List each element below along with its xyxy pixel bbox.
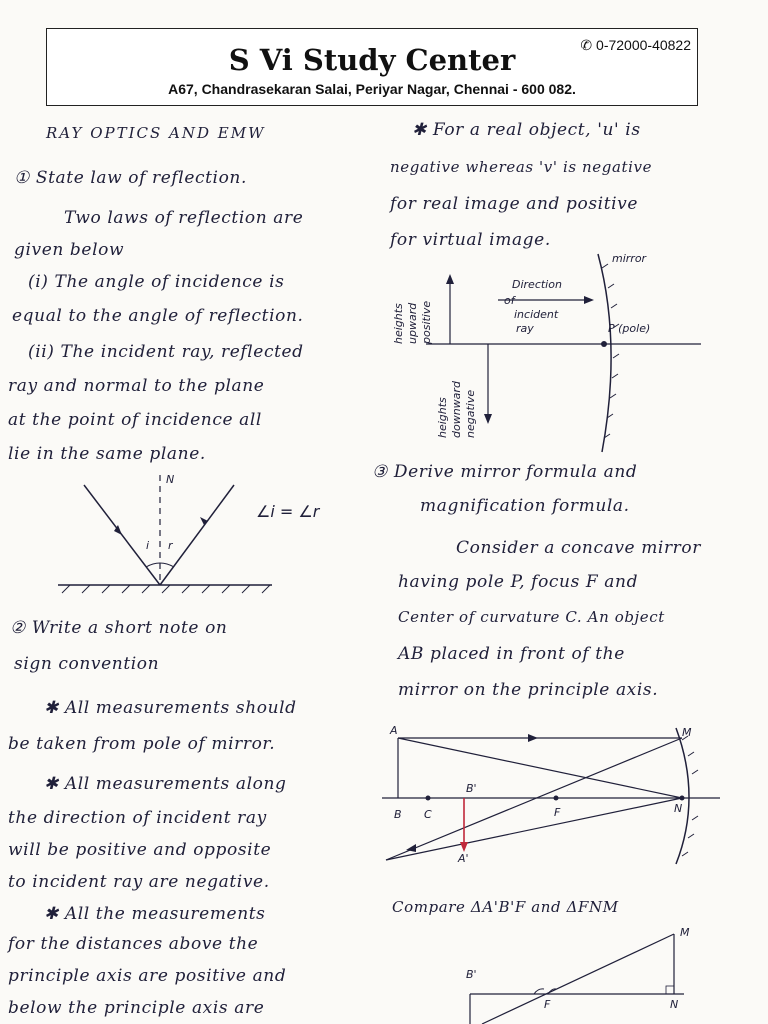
- point-b-label: B: [394, 808, 402, 821]
- direction-label: ray: [516, 322, 534, 335]
- chapter-title: RAY OPTICS AND EMW: [46, 124, 266, 142]
- point-c-label: C: [424, 808, 432, 821]
- tri-b-prime-label: B': [466, 968, 477, 981]
- downward-heights-label: negative: [464, 389, 477, 438]
- tri-n-label: N: [670, 998, 679, 1011]
- derivation-line: Consider a concave mirror: [456, 538, 701, 558]
- derivation-line: Center of curvature C. An object: [398, 608, 665, 626]
- angle-equation: ∠i = ∠r: [256, 502, 320, 521]
- real-object-rule: for real image and positive: [390, 194, 639, 214]
- similar-triangles-diagram: [460, 926, 700, 1024]
- address: A67, Chandrasekaran Salai, Periyar Nagar, Chennai - 600 082.: [168, 81, 576, 97]
- mirror-ray-diagram: [376, 720, 726, 870]
- question-3-cont: magnification formula.: [420, 496, 630, 516]
- point-f-label: F: [554, 806, 561, 819]
- upward-heights-label: positive: [420, 300, 433, 344]
- sign-convention-diagram: [386, 248, 716, 458]
- compare-triangles: Compare ΔA'B'F and ΔFNM: [392, 898, 619, 916]
- point-n-label: N: [674, 802, 683, 815]
- answer-line: (i) The angle of incidence is: [28, 272, 285, 292]
- point-b-prime-label: B': [466, 782, 477, 795]
- tri-m-label: M: [680, 926, 690, 939]
- real-object-rule: ✱ For a real object, 'u' is: [412, 120, 641, 140]
- answer-line: lie in the same plane.: [8, 444, 206, 464]
- point-a-label: A: [390, 724, 398, 737]
- derivation-line: AB placed in front of the: [398, 644, 625, 664]
- derivation-line: mirror on the principle axis.: [398, 680, 659, 700]
- mirror-label: mirror: [612, 252, 647, 265]
- derivation-line: having pole P, focus F and: [398, 572, 639, 592]
- sign-rule-line: to incident ray are negative.: [8, 872, 270, 892]
- upward-heights-label: heights: [392, 303, 405, 344]
- sign-rule-line: be taken from pole of mirror.: [8, 734, 276, 754]
- question-3: ③ Derive mirror formula and: [372, 462, 638, 482]
- answer-line: given below: [14, 240, 125, 260]
- direction-label: of: [504, 294, 515, 307]
- question-2: ② Write a short note on: [10, 618, 228, 638]
- sign-rule-line: ✱ All measurements should: [44, 698, 297, 718]
- answer-line: ray and normal to the plane: [8, 376, 265, 396]
- direction-label: incident: [514, 308, 559, 321]
- normal-label: N: [166, 473, 175, 486]
- sign-rule-line: for the distances above the: [8, 934, 259, 954]
- sign-rule-line: ✱ All measurements along: [44, 774, 287, 794]
- tri-f-label: F: [544, 998, 551, 1011]
- pole-label: P (pole): [608, 322, 651, 335]
- downward-heights-label: heights: [436, 397, 449, 438]
- sign-rule-line: will be positive and opposite: [8, 840, 272, 860]
- point-m-label: M: [682, 726, 692, 739]
- question-1: ① State law of reflection.: [14, 168, 247, 188]
- answer-line: Two laws of reflection are: [64, 208, 304, 228]
- angle-r-label: r: [168, 539, 173, 552]
- sign-rule-line: ✱ All the measurements: [44, 904, 266, 924]
- point-a-prime-label: A': [458, 852, 469, 865]
- answer-line: equal to the angle of reflection.: [12, 306, 304, 326]
- sign-rule-line: principle axis are positive and: [8, 966, 287, 986]
- center-name: S Vi Study Center: [228, 43, 516, 77]
- sign-rule-line: below the principle axis are: [8, 998, 265, 1018]
- downward-heights-label: downward: [450, 381, 463, 438]
- upward-heights-label: upward: [406, 302, 419, 344]
- angle-i-label: i: [146, 539, 150, 552]
- real-object-rule: negative whereas 'v' is negative: [390, 158, 653, 176]
- direction-label: Direction: [512, 278, 562, 291]
- answer-line: (ii) The incident ray, reflected: [28, 342, 304, 362]
- question-2-cont: sign convention: [14, 654, 160, 674]
- phone-number: ✆ 0-72000-40822: [580, 37, 691, 53]
- header-box: [46, 28, 698, 106]
- answer-line: at the point of incidence all: [8, 410, 262, 430]
- real-object-rule: for virtual image.: [390, 230, 551, 250]
- sign-rule-line: the direction of incident ray: [8, 808, 267, 828]
- reflection-diagram: [50, 465, 330, 600]
